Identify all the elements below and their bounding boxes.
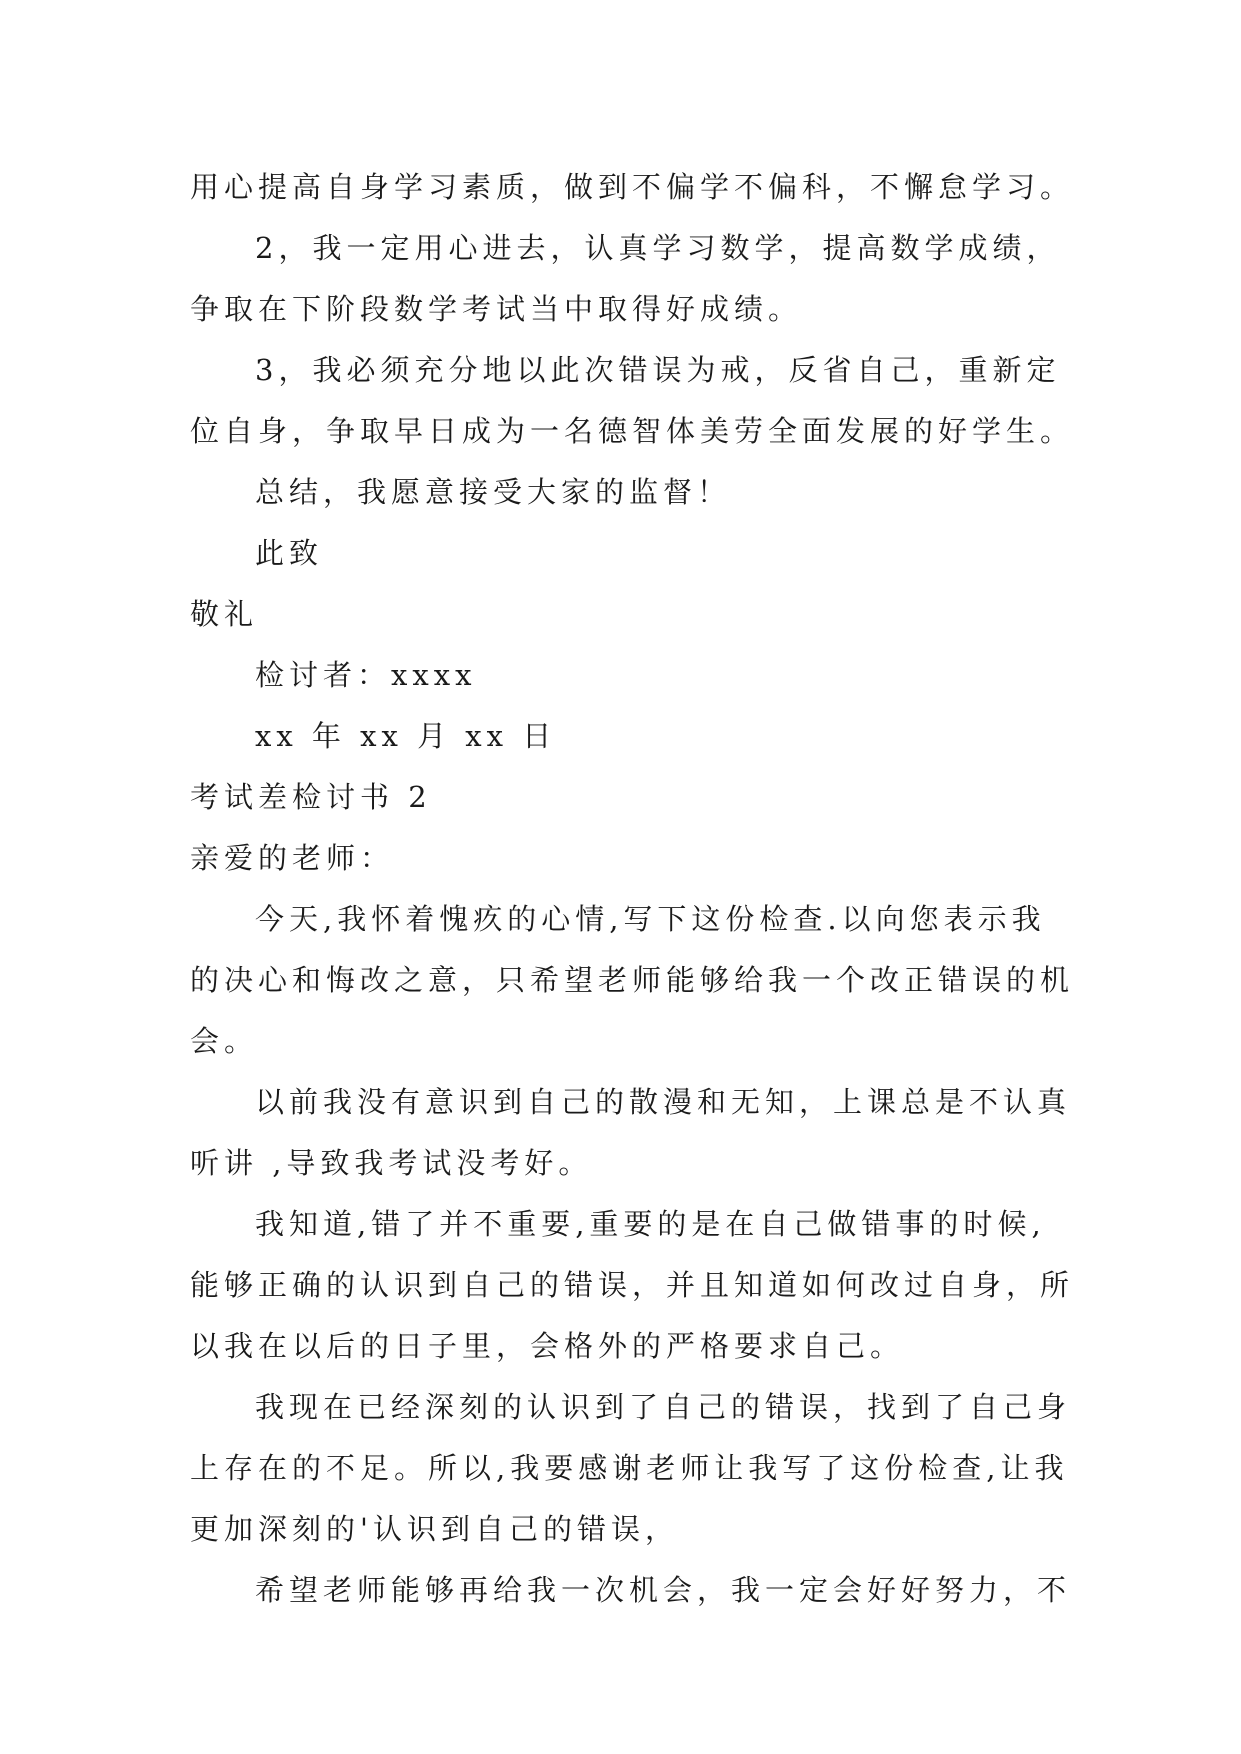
text-line: 希望老师能够再给我一次机会，我一定会好好努力，不: [255, 1573, 1072, 1607]
text-line: 以我在以后的日子里，会格外的严格要求自己。: [190, 1329, 905, 1363]
salutation: 亲爱的老师：: [190, 841, 395, 875]
text-line: 敬礼: [190, 597, 259, 631]
text-line: 位自身，争取早日成为一名德智体美劳全面发展的好学生。: [190, 414, 1075, 448]
text-line: 上存在的不足。所以,我要感谢老师让我写了这份检查,让我: [190, 1451, 1069, 1485]
text-line: 会。: [190, 1024, 259, 1058]
text-line: 2，我一定用心进去，认真学习数学，提高数学成绩，: [255, 231, 1061, 265]
text-line: 争取在下阶段数学考试当中取得好成绩。: [190, 292, 803, 326]
text-line: 我现在已经深刻的认识到了自己的错误，找到了自己身: [255, 1390, 1072, 1424]
text-line: 今天,我怀着愧疚的心情,写下这份检查.以向您表示我: [255, 902, 1046, 936]
text-line: 3，我必须充分地以此次错误为戒，反省自己，重新定: [255, 353, 1061, 387]
text-line: 我知道,错了并不重要,重要的是在自己做错事的时候,: [255, 1207, 1046, 1241]
signature-line: 检讨者：xxxx: [255, 658, 477, 692]
text-line: 以前我没有意识到自己的散漫和无知，上课总是不认真: [255, 1085, 1072, 1119]
text-line: 更加深刻的'认识到自己的错误，: [190, 1512, 679, 1546]
date-line: xx 年 xx 月 xx 日: [255, 719, 557, 753]
text-line: 听讲 ,导致我考试没考好。: [190, 1146, 593, 1180]
section-title: 考试差检讨书 2: [190, 780, 432, 814]
text-line: 的决心和悔改之意，只希望老师能够给我一个改正错误的机: [190, 963, 1075, 997]
text-line: 能够正确的认识到自己的错误，并且知道如何改过自身，所: [190, 1268, 1075, 1302]
text-line: 此致: [255, 536, 324, 570]
text-line: 总结，我愿意接受大家的监督！: [255, 475, 732, 509]
text-line: 用心提高自身学习素质，做到不偏学不偏科，不懈怠学习。: [190, 170, 1075, 204]
